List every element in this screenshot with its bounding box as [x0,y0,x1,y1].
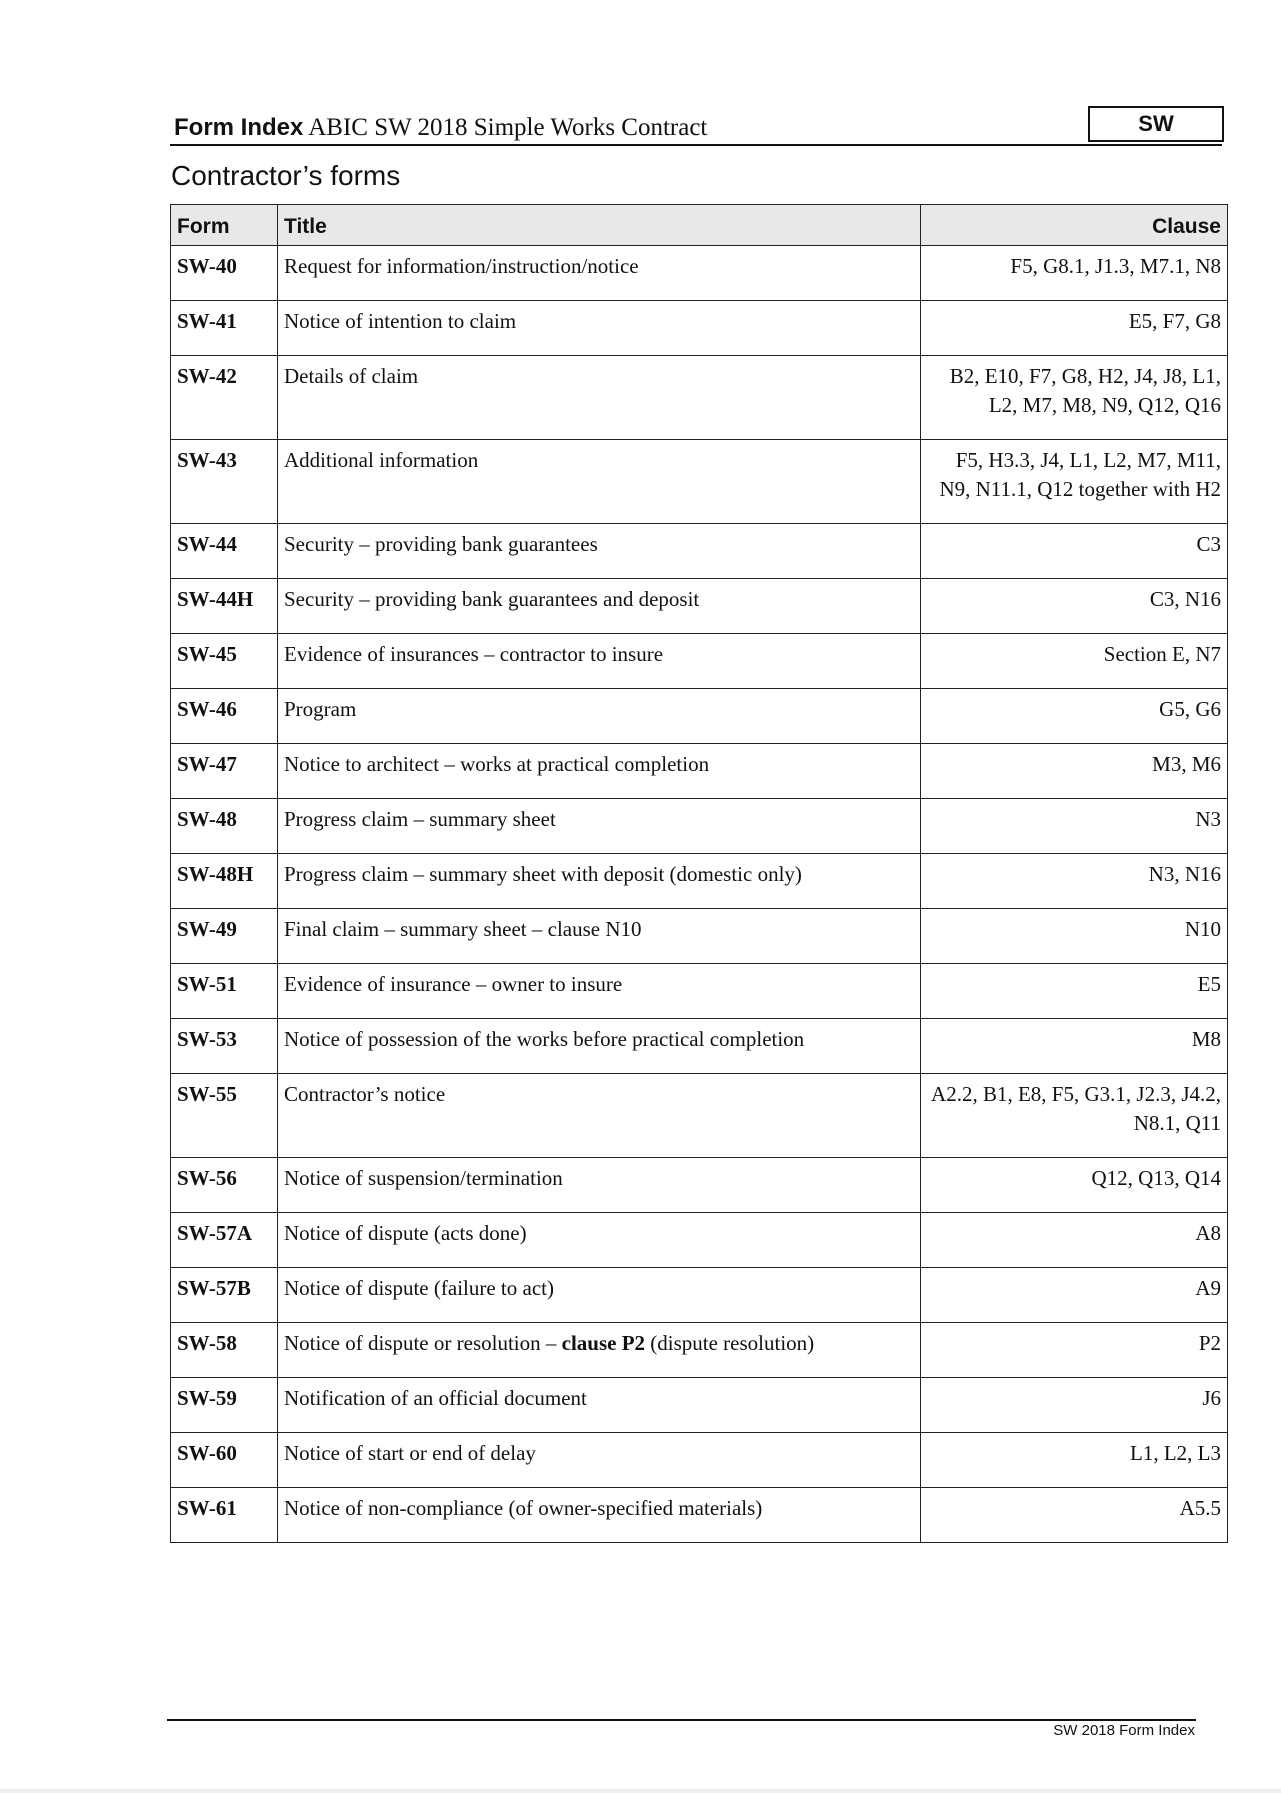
form-title: Progress claim – summary sheet with deposit (domestic only) [278,854,921,909]
form-title: Program [278,689,921,744]
page-header [170,106,1222,146]
form-code: SW-51 [171,964,278,1019]
form-code: SW-49 [171,909,278,964]
header-title [174,114,707,142]
table-row [171,524,1228,579]
form-clause: Section E, N7 [921,634,1228,689]
form-code: SW-43 [171,440,278,524]
table-row [171,854,1228,909]
table-row [171,579,1228,634]
form-clause: A5.5 [921,1488,1228,1543]
form-code: SW-48H [171,854,278,909]
table-header-row [171,205,1228,246]
table-row [171,1074,1228,1158]
form-clause: N3, N16 [921,854,1228,909]
table-row [171,1019,1228,1074]
form-clause: Q12, Q13, Q14 [921,1158,1228,1213]
table-row [171,689,1228,744]
table-row [171,1378,1228,1433]
form-code: SW-45 [171,634,278,689]
form-code: SW-57B [171,1268,278,1323]
form-title: Notification of an official document [278,1378,921,1433]
form-code: SW-42 [171,356,278,440]
form-title: Notice to architect – works at practical completion [278,744,921,799]
form-clause: N10 [921,909,1228,964]
header-title-rest: ABIC SW 2018 Simple Works Contract [308,114,708,141]
form-index-table [170,204,1228,1543]
table-row [171,440,1228,524]
table-row [171,246,1228,301]
table-row [171,1158,1228,1213]
form-clause: A8 [921,1213,1228,1268]
form-title: Notice of possession of the works before practical completion [278,1019,921,1074]
table-row [171,909,1228,964]
column-header-form: Form [171,205,278,246]
form-clause: F5, H3.3, J4, L1, L2, M7, M11, N9, N11.1, Q12 together with H2 [921,440,1228,524]
column-header-title: Title [278,205,921,246]
form-code: SW-47 [171,744,278,799]
form-title: Evidence of insurance – owner to insure [278,964,921,1019]
form-clause: M8 [921,1019,1228,1074]
header-badge: SW [1088,106,1224,142]
form-code: SW-61 [171,1488,278,1543]
form-code: SW-55 [171,1074,278,1158]
form-title: Notice of dispute (failure to act) [278,1268,921,1323]
page-bottom-edge [0,1789,1281,1793]
form-title: Notice of intention to claim [278,301,921,356]
form-title-part: Notice of dispute or resolution – [284,1331,562,1355]
form-title: Security – providing bank guarantees and deposit [278,579,921,634]
form-title: Notice of dispute (acts done) [278,1213,921,1268]
table-row [171,356,1228,440]
table-row [171,301,1228,356]
form-code: SW-41 [171,301,278,356]
form-code: SW-53 [171,1019,278,1074]
form-title: Request for information/instruction/notice [278,246,921,301]
table-row [171,1488,1228,1543]
form-clause: E5 [921,964,1228,1019]
form-code: SW-60 [171,1433,278,1488]
form-code: SW-44H [171,579,278,634]
form-title: Evidence of insurances – contractor to insure [278,634,921,689]
form-title: Notice of suspension/termination [278,1158,921,1213]
form-clause: E5, F7, G8 [921,301,1228,356]
form-clause: C3 [921,524,1228,579]
form-title: Contractor’s notice [278,1074,921,1158]
form-code: SW-46 [171,689,278,744]
form-clause: A2.2, B1, E8, F5, G3.1, J2.3, J4.2, N8.1, Q11 [921,1074,1228,1158]
form-code: SW-57A [171,1213,278,1268]
table-row [171,1268,1228,1323]
table-row [171,634,1228,689]
table-row [171,964,1228,1019]
footer-text: SW 2018 Form Index [1053,1722,1195,1739]
form-code: SW-56 [171,1158,278,1213]
table-row [171,1433,1228,1488]
form-clause: C3, N16 [921,579,1228,634]
form-title-clause-ref: clause P2 [561,1331,646,1355]
form-code: SW-48 [171,799,278,854]
section-title: Contractor’s forms [171,160,401,191]
form-title: Notice of non-compliance (of owner-specified materials) [278,1488,921,1543]
table-row [171,1213,1228,1268]
table-row [171,799,1228,854]
form-clause: B2, E10, F7, G8, H2, J4, J8, L1, L2, M7, M8, N9, Q12, Q16 [921,356,1228,440]
form-title: Additional information [278,440,921,524]
column-header-clause: Clause [921,205,1228,246]
form-title: Notice of start or end of delay [278,1433,921,1488]
table-row [171,1323,1228,1378]
form-clause: M3, M6 [921,744,1228,799]
form-clause: P2 [921,1323,1228,1378]
form-title: Details of claim [278,356,921,440]
form-clause: J6 [921,1378,1228,1433]
table-row [171,744,1228,799]
form-title: Progress claim – summary sheet [278,799,921,854]
form-title: Security – providing bank guarantees [278,524,921,579]
header-title-bold: Form Index [174,114,304,141]
form-clause: F5, G8.1, J1.3, M7.1, N8 [921,246,1228,301]
form-title: Final claim – summary sheet – clause N10 [278,909,921,964]
form-title-part: (dispute resolution) [645,1331,815,1355]
form-clause: L1, L2, L3 [921,1433,1228,1488]
form-code: SW-58 [171,1323,278,1378]
form-title [278,1323,921,1378]
form-clause: N3 [921,799,1228,854]
form-clause: G5, G6 [921,689,1228,744]
form-code: SW-59 [171,1378,278,1433]
form-code: SW-44 [171,524,278,579]
form-code: SW-40 [171,246,278,301]
form-clause: A9 [921,1268,1228,1323]
footer-divider [167,1719,1196,1721]
